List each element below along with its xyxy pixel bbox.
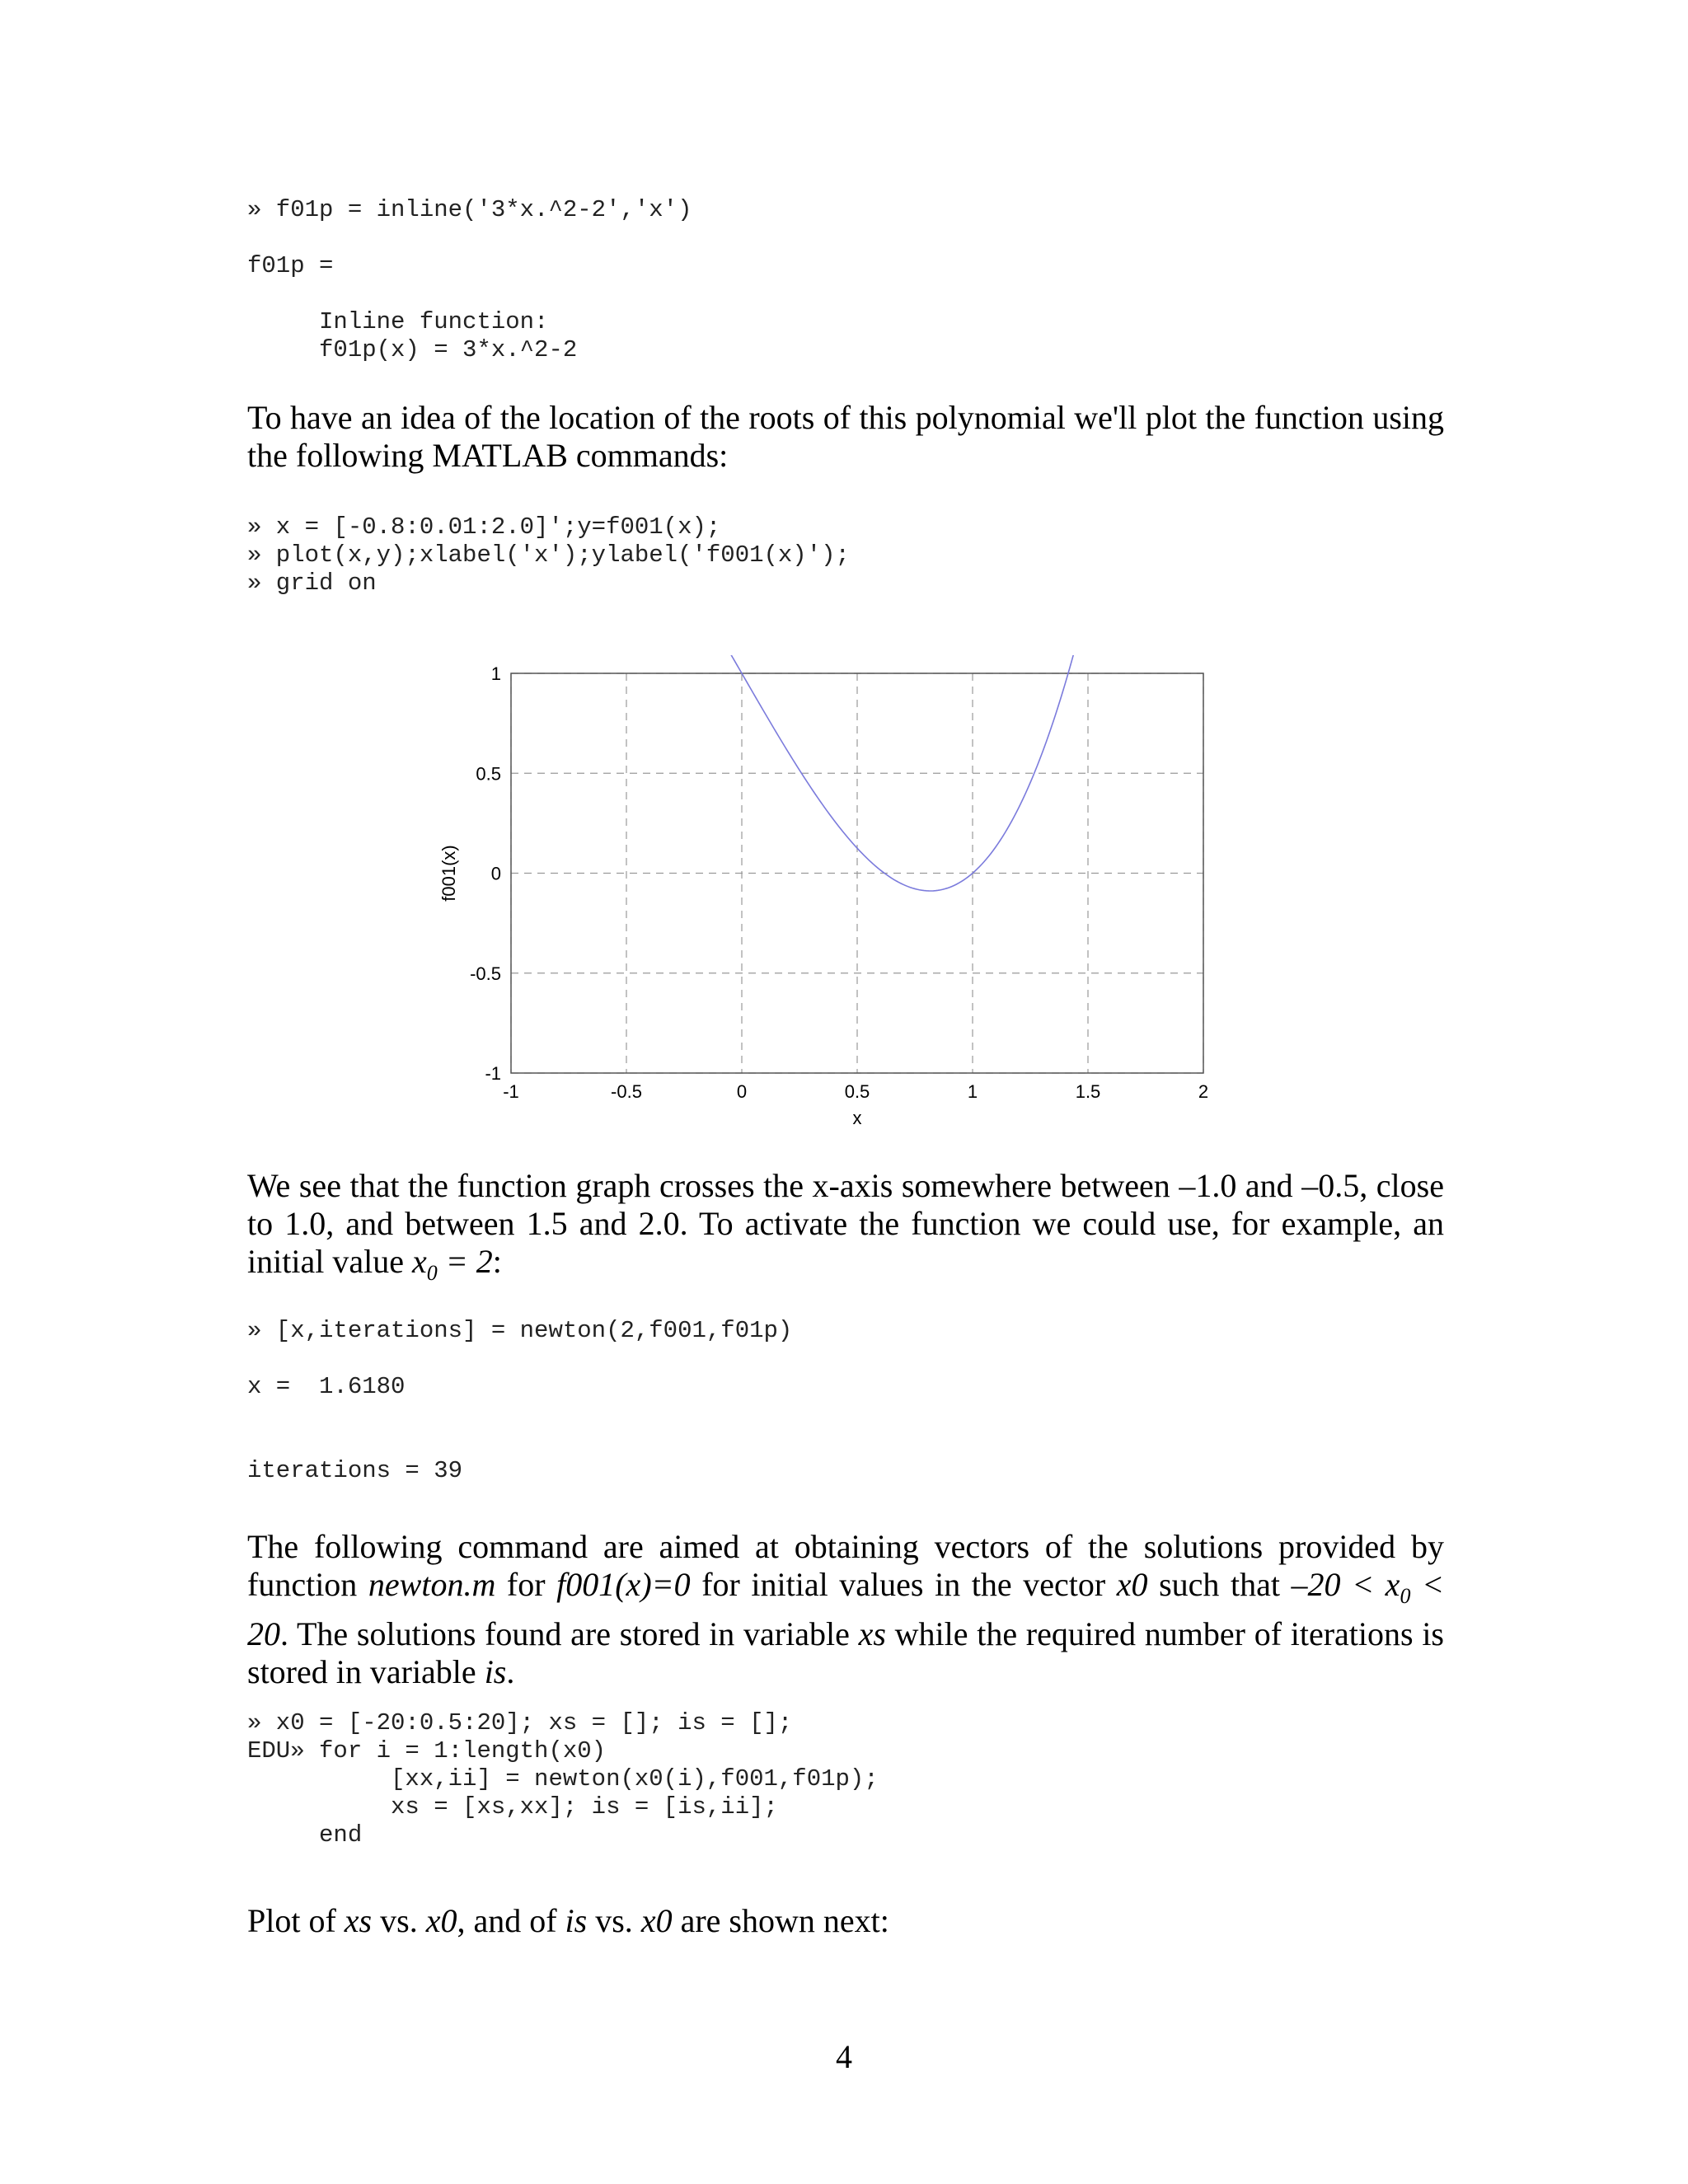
code-newton-call: » [x,iterations] = newton(2,f001,f01p) x = 1.6180 iterations = 39 bbox=[247, 1317, 793, 1484]
x-tick-label: -0.5 bbox=[611, 1081, 642, 1102]
y-tick-label: -0.5 bbox=[470, 963, 501, 984]
y-tick-label: 0.5 bbox=[476, 763, 501, 785]
x-tick-label: 1 bbox=[967, 1081, 978, 1102]
x-tick-label: -1 bbox=[503, 1081, 519, 1102]
code-plot-commands: » x = [-0.8:0.01:2.0]';y=f001(x); » plot(x,y);xlabel('x');ylabel('f001(x)'); » grid on bbox=[247, 513, 850, 597]
x-axis-label: x bbox=[852, 1108, 862, 1125]
x-tick-label: 0 bbox=[736, 1081, 748, 1102]
x-tick-label: 2 bbox=[1198, 1081, 1209, 1102]
y-tick-labels bbox=[470, 663, 501, 1084]
y-tick-label: 0 bbox=[490, 863, 501, 884]
x-tick-label: 1.5 bbox=[1075, 1081, 1101, 1102]
y-tick-label: -1 bbox=[485, 1063, 501, 1084]
y-axis-label: f001(x) bbox=[438, 845, 459, 902]
x-tick-label: 0.5 bbox=[844, 1081, 870, 1102]
function-plot bbox=[412, 655, 1236, 1125]
paragraph-roots-observation: We see that the function graph crosses the x-axis somewhere between –1.0 and –0.5, close to 1.0, and between 1.5 and 2.0. To activate the function we could use, for example, an initial value $x_0 = 2$: bbox=[247, 1167, 1444, 1285]
y-tick-label: 1 bbox=[490, 663, 501, 684]
paragraph-plots-next: Plot of xs vs. x0, and of is vs. x0 are shown next: bbox=[247, 1902, 889, 1939]
code-inline-definition: » f01p = inline('3*x.^2-2','x') f01p = Inline function: f01p(x) = 3*x.^2-2 bbox=[247, 196, 692, 363]
paragraph-loop-intro: The following command are aimed at obtaining vectors of the solutions provided by function newton.m for f001(x)=0 for initial values in the vector x0 such that $-20 < x_0 < 20$. The solutions found are stored in variable xs while the required number of iterations is stored in variable is. bbox=[247, 1528, 1445, 1690]
plot-grid bbox=[511, 673, 1203, 1073]
code-loop: » x0 = [-20:0.5:20]; xs = []; is = []; EDU» for i = 1:length(x0) [xx,ii] = newton(x0(i),f001,f01p); xs = [xs,xx]; is = [is,ii]; end bbox=[247, 1709, 879, 1849]
page-number: 4 bbox=[836, 2038, 852, 2075]
paragraph-plot-intro: To have an idea of the location of the roots of this polynomial we'll plot the function using the following MATLAB commands: bbox=[247, 399, 1444, 474]
x-tick-labels bbox=[503, 1081, 1208, 1102]
